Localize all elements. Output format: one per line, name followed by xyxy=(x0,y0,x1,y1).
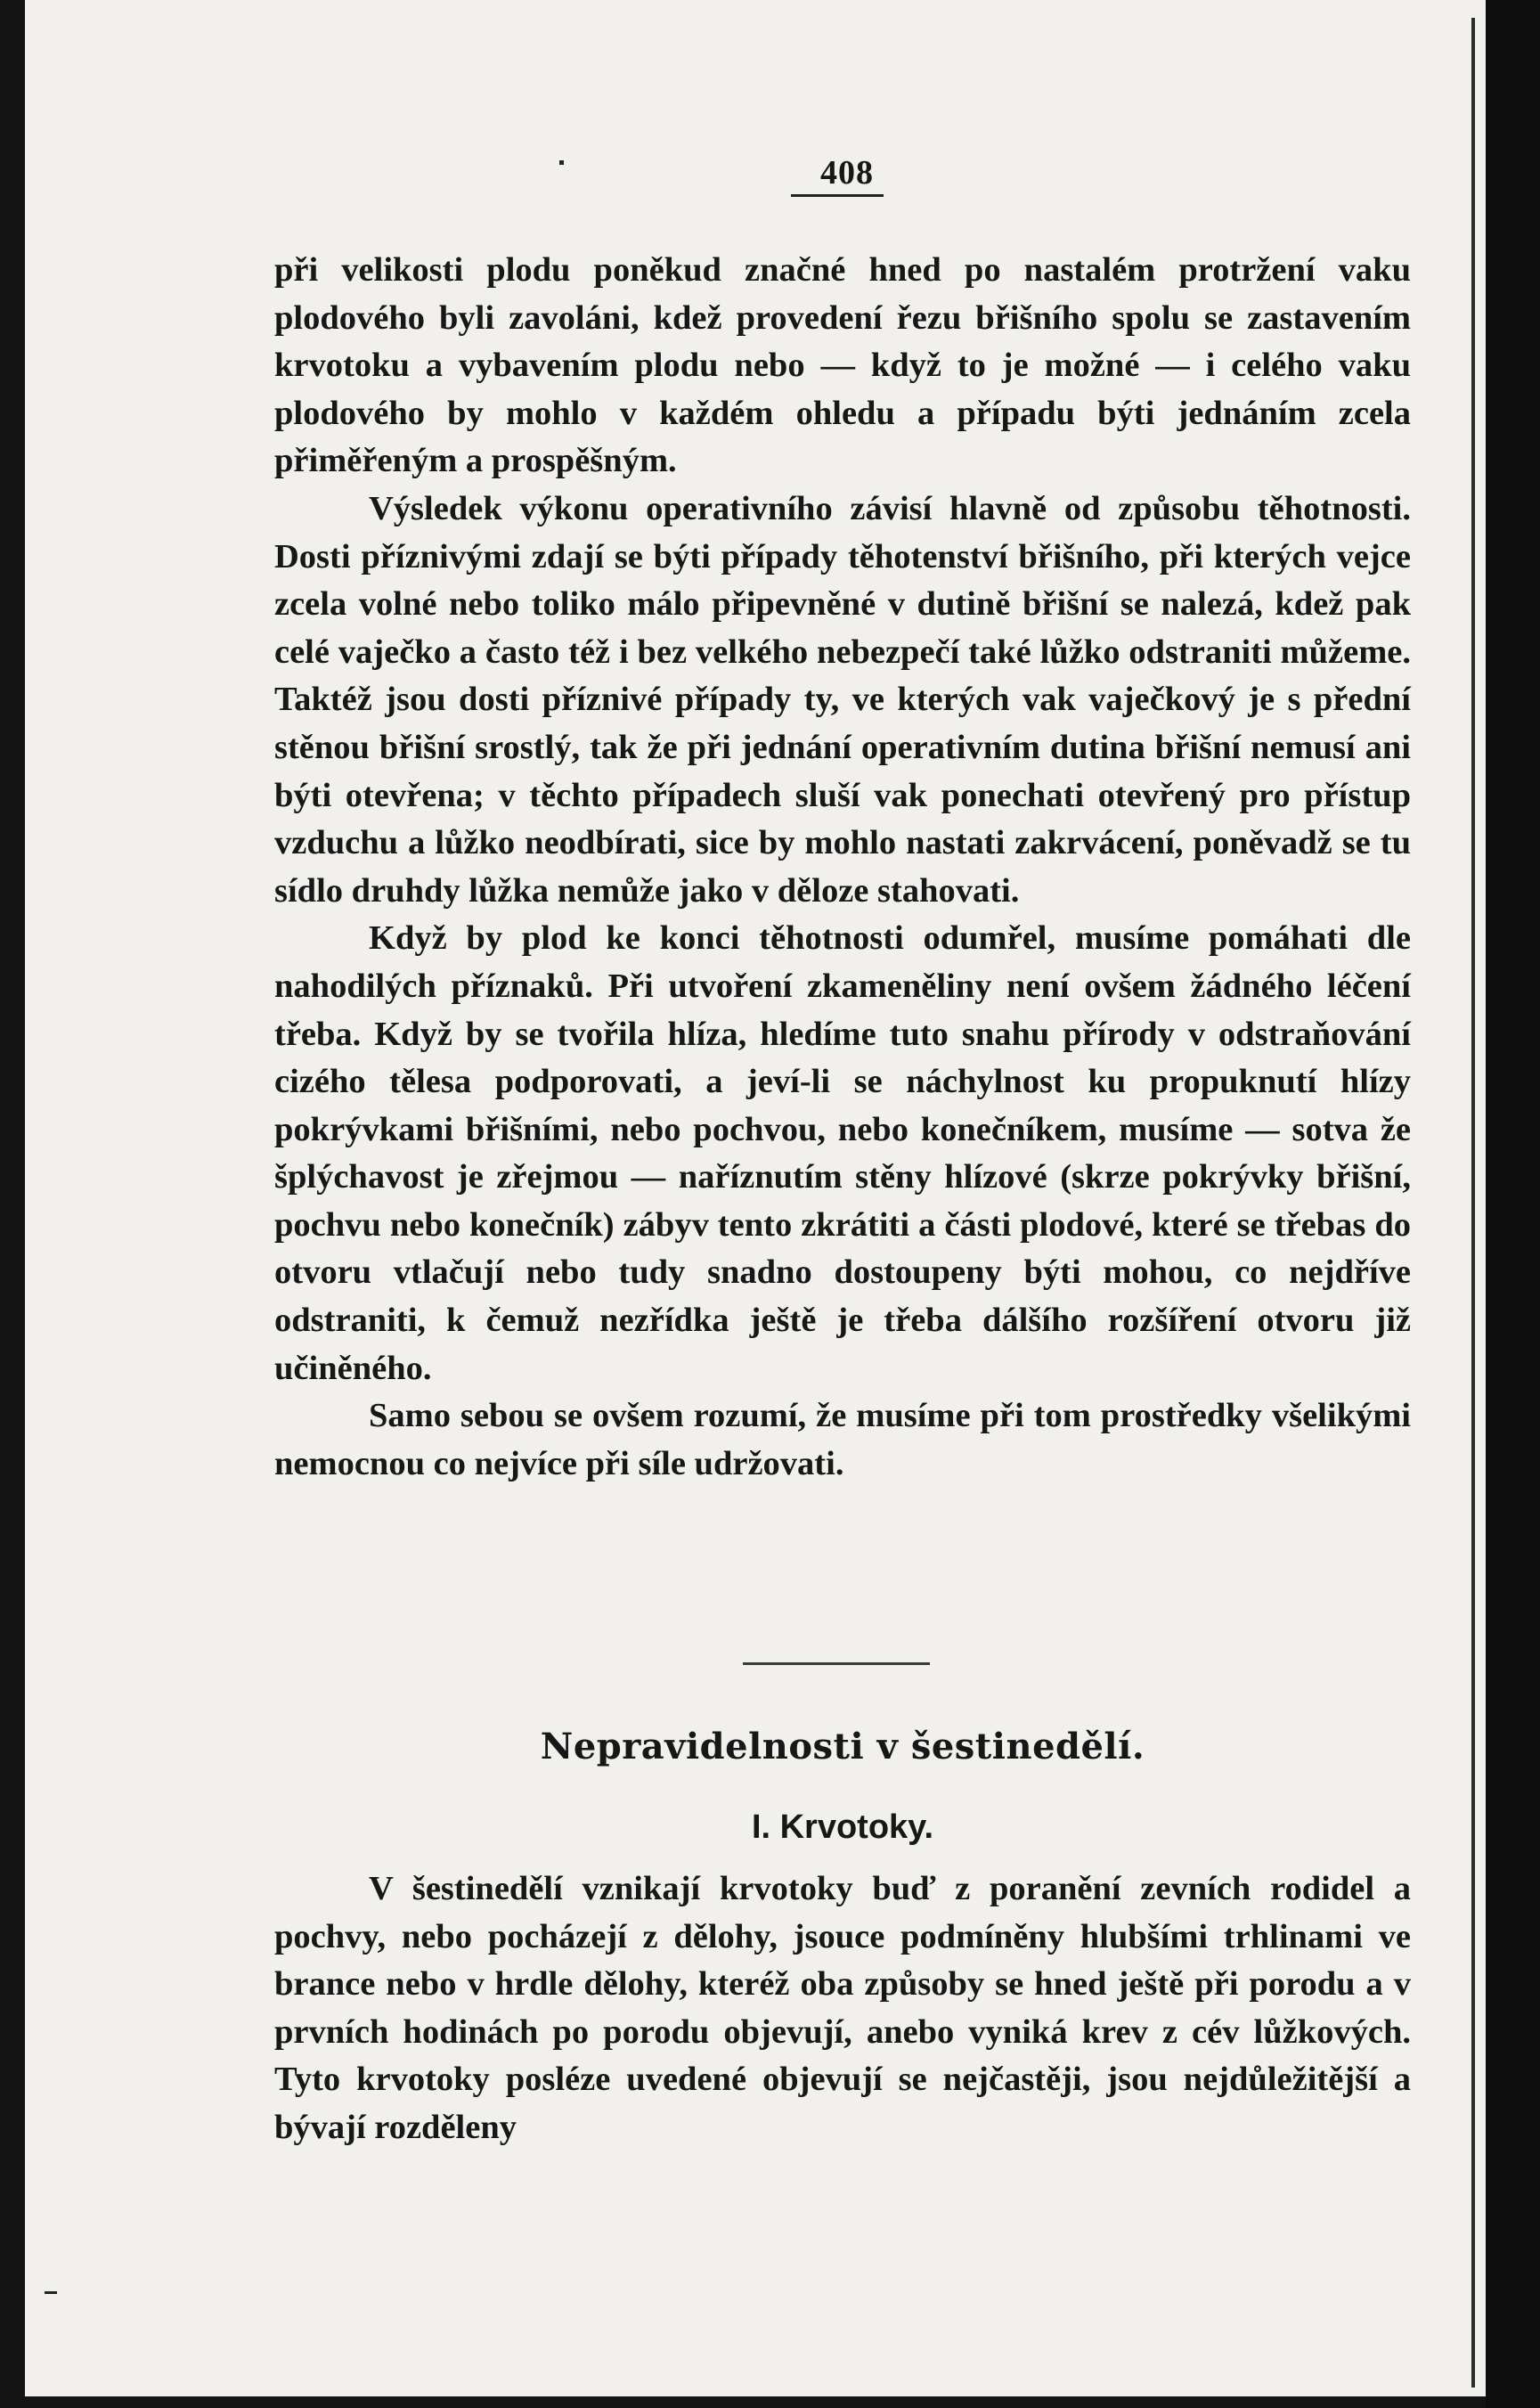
section-heading: Nepravidelnosti v šestinedělí. xyxy=(540,1726,1145,1767)
section-divider xyxy=(743,1662,930,1665)
paragraph-2: Výsledek výkonu operativního závisí hlavně od způsobu těhotnosti. Dosti příznivými zdají se býti případy těhotenství břišního, při kterých vejce zcela volné nebo toliko málo připevněné v dutině břišní se nalezá, kdež pak celé vaječko a často též i bez velkého nebezpečí také lůžko odstraniti můžeme. Taktéž jsou dosti příznivé případy ty, ve kterých vak vaječkový je s přední stěnou břišní srostlý, tak že při jednání operativním dutina břišní nemusí ani býti otevřena; v těchto případech sluší vak ponechati otevřený pro přístup vzduchu a lůžko neodbírati, sice by mohlo nastati zakrvácení, poněvadž se tu sídlo druhdy lůžka nemůže jako v děloze stahovati. xyxy=(274,489,1411,910)
body-text-bottom xyxy=(274,1865,1411,2152)
paragraph-5: V šestinedělí vznikají krvotoky buď z poranění zevních rodidel a pochvy, nebo pocházejí z dělohy, jsouce podmíněny hlubšími trhlinami ve brance nebo v hrdle dělohy, kteréž oba způsoby se hned ještě při porodu a v prvních hodinách po porodu objevují, anebo vyniká krev z cév lůžkových. Tyto krvotoky posléze uvedené objevují se nejčastěji, jsou nejdůležitější a bývají rozděleny xyxy=(274,1870,1411,2146)
paragraph-1: při velikosti plodu poněkud značné hned po nastalém protržení vaku plodového byli zavoláni, kdež provedení řezu břišního spolu se zastavením krvotoku a vybavením plodu nebo — když to je možné — i celého vaku plodového by mohlo v každém ohledu a případu býti jednáním zcela přiměřeným a prospěšným. xyxy=(274,251,1411,480)
page-edge-shadow xyxy=(1486,0,1540,2408)
page-number-underline xyxy=(791,194,884,197)
paragraph-3: Když by plod ke konci těhotnosti odumřel, musíme pomáhati dle nahodilých příznaků. Při utvoření zkameněliny není ovšem žádného léčení třeba. Když by se tvořila hlíza, hledíme tuto snahu přírody v odstraňování cizého tělesa podporovati, a jeví-li se náchylnost ku propuknutí hlízy pokrývkami břišními, nebo pochvou, nebo konečníkem, musíme — sotva že šplýchavost je zřejmou — naříznutím stěny hlízové (skrze pokrývky břišní, pochvu nebo konečník) zábyv tento zkrátiti a části plodové, které se třebas do otvoru vtlačují nebo tudy snadno dostoupeny býti mohou, co nejdříve odstraniti, k čemuž nezřídka ještě je třeba dálšího rozšíření otvoru již učiněného. xyxy=(274,919,1411,1387)
page-edge-line xyxy=(1471,18,1475,2388)
subsection-heading: I. Krvotoky. xyxy=(751,1808,934,1846)
book-page xyxy=(25,0,1486,2396)
page-number: 408 xyxy=(820,154,874,192)
scan-speck xyxy=(45,2291,57,2294)
body-text-top xyxy=(274,247,1411,1488)
paragraph-4: Samo sebou se ovšem rozumí, že musíme při tom prostředky všelikými nemocnou co nejvíce při síle udržovati. xyxy=(274,1397,1411,1482)
scan-speck xyxy=(559,160,564,165)
